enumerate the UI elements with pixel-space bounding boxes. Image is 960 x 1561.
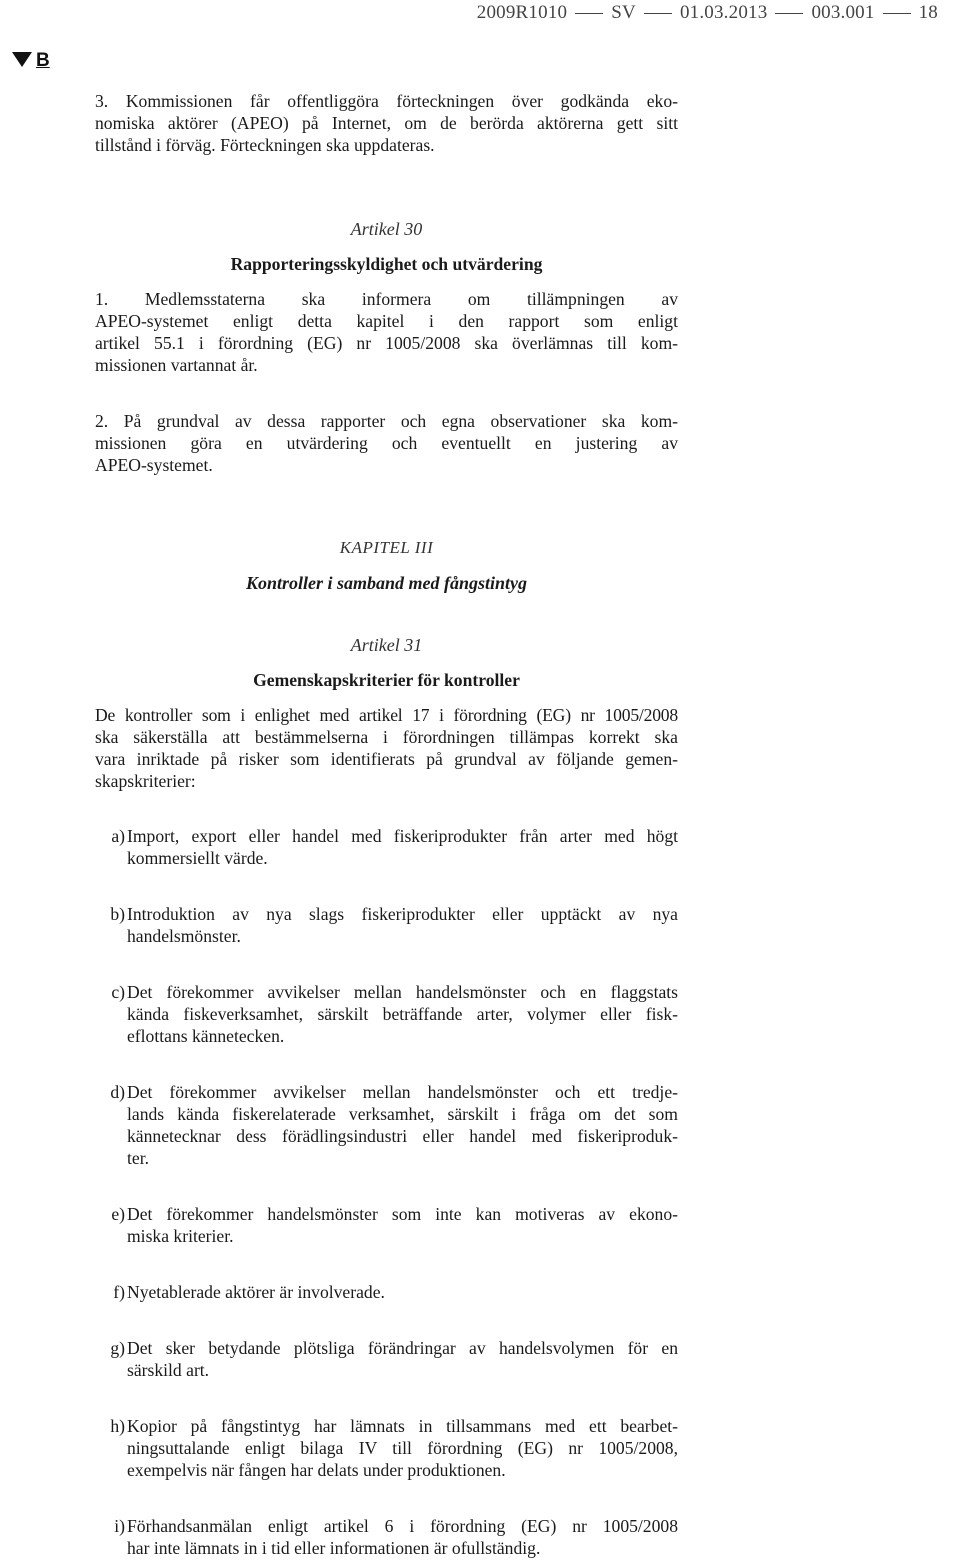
- text-line: missionen vartannat år.: [95, 355, 258, 375]
- text-line: tillstånd i förväg. Förteckningen ska uppdateras.: [95, 135, 435, 155]
- criteria-item-d: [95, 1081, 678, 1169]
- text-line: vara inriktade på risker som identifierats på grundval av följande gemen-: [95, 749, 678, 769]
- list-item-label: g): [110, 1338, 125, 1358]
- text-line: ter.: [127, 1148, 149, 1168]
- criteria-item-a: [95, 825, 678, 869]
- chapter-3-heading: Kontroller i samband med fångstintyg: [245, 573, 528, 593]
- criteria-item-f: [95, 1281, 678, 1303]
- page-number: 18: [918, 2, 938, 23]
- amendment-marker-label: B: [36, 50, 50, 71]
- text-line: Förhandsanmälan enligt artikel 6 i förordning (EG) nr 1005/2008: [127, 1516, 678, 1536]
- text-line: Kopior på fångstintyg har lämnats in tillsammans med ett bearbet-: [127, 1416, 678, 1436]
- list-item-text: [127, 981, 678, 1047]
- list-item-label: h): [110, 1416, 125, 1436]
- header-separator: [644, 13, 672, 14]
- text-line: skapskriterier:: [95, 771, 196, 791]
- text-line: miska kriterier.: [127, 1226, 234, 1246]
- list-item-text: [127, 825, 678, 869]
- article-30-paragraph-2: [95, 410, 678, 476]
- criteria-item-g: [95, 1337, 678, 1381]
- article-31-title: Artikel 31: [350, 635, 423, 655]
- list-item-label: d): [110, 1082, 125, 1102]
- criteria-item-i: [95, 1515, 678, 1559]
- text-line: ska säkerställa att bestämmelserna i förordningen tillämpas korrekt ska: [95, 727, 678, 747]
- list-item-text: [127, 1081, 678, 1169]
- list-item-label: f): [113, 1282, 125, 1302]
- doc-date: 01.03.2013: [679, 2, 768, 23]
- text-line: kännetecknar dess förädlingsindustri eller handel med fiskeriproduk-: [127, 1126, 678, 1146]
- triangle-down-icon: [12, 52, 32, 67]
- page-header: [477, 2, 938, 24]
- text-line: Nyetablerade aktörer är involverade.: [127, 1282, 385, 1302]
- text-line: kommersiellt värde.: [127, 848, 268, 868]
- criteria-item-h: [95, 1415, 678, 1481]
- list-item-label: b): [110, 904, 125, 924]
- list-item-text: [127, 1515, 678, 1559]
- list-item-label: a): [111, 826, 125, 846]
- header-separator: [575, 13, 603, 14]
- text-line: artikel 55.1 i förordning (EG) nr 1005/2008 ska överlämnas till kom-: [95, 333, 678, 353]
- list-item-label: i): [114, 1516, 125, 1536]
- text-line: missionen göra en utvärdering och eventuellt en justering av: [95, 433, 678, 453]
- text-line: kända fiskeverksamhet, särskilt beträffande arter, volymer eller fisk-: [127, 1004, 678, 1024]
- header-separator: [775, 13, 803, 14]
- article-31-intro: [95, 704, 678, 792]
- text-line: eflottans kännetecken.: [127, 1026, 285, 1046]
- text-line: 2. På grundval av dessa rapporter och egna observationer ska kom-: [95, 411, 678, 431]
- text-line: Import, export eller handel med fiskeriprodukter från arter med högt: [127, 826, 678, 846]
- list-item-text: [127, 1281, 678, 1303]
- text-line: handelsmönster.: [127, 926, 241, 946]
- text-line: särskild art.: [127, 1360, 210, 1380]
- article-30-title: Artikel 30: [350, 219, 423, 239]
- text-line: Introduktion av nya slags fiskeriprodukter eller upptäckt av nya: [127, 904, 678, 924]
- article-30-heading: Rapporteringsskyldighet och utvärdering: [230, 254, 543, 274]
- list-item-text: [127, 1203, 678, 1247]
- text-line: nomiska aktörer (APEO) på Internet, om de berörda aktörerna gett sitt: [95, 113, 678, 133]
- text-line: exempelvis när fången har delats under produktionen.: [127, 1460, 506, 1480]
- criteria-item-e: [95, 1203, 678, 1247]
- amendment-marker: [12, 50, 50, 72]
- chapter-3-title: KAPITEL III: [339, 538, 434, 557]
- text-line: Det förekommer avvikelser mellan handelsmönster och en flaggstats: [127, 982, 678, 1002]
- criteria-item-c: [95, 981, 678, 1047]
- text-line: De kontroller som i enlighet med artikel 17 i förordning (EG) nr 1005/2008: [95, 705, 678, 725]
- article-30-paragraph-1: [95, 288, 678, 376]
- article-31-heading: Gemenskapskriterier för kontroller: [253, 670, 520, 690]
- doc-id: 2009R1010: [476, 2, 568, 23]
- list-item-label: c): [111, 982, 125, 1002]
- doc-version: 003.001: [811, 2, 875, 23]
- list-item-text: [127, 1337, 678, 1381]
- text-line: Det förekommer handelsmönster som inte kan motiveras av ekono-: [127, 1204, 678, 1224]
- doc-language: SV: [611, 2, 636, 23]
- header-separator: [883, 13, 911, 14]
- text-line: APEO-systemet enligt detta kapitel i den rapport som enligt: [95, 311, 678, 331]
- text-line: Det sker betydande plötsliga förändringar av handelsvolymen för en: [127, 1338, 678, 1358]
- list-item-text: [127, 1415, 678, 1481]
- text-line: 3. Kommissionen får offentliggöra förteckningen över godkända eko-: [95, 91, 678, 111]
- text-line: Det förekommer avvikelser mellan handelsmönster och ett tredje-: [127, 1082, 678, 1102]
- list-item-text: [127, 903, 678, 947]
- paragraph-3: [95, 90, 678, 156]
- list-item-label: e): [111, 1204, 125, 1224]
- text-line: 1. Medlemsstaterna ska informera om tillämpningen av: [95, 289, 678, 309]
- text-line: ningsuttalande enligt bilaga IV till förordning (EG) nr 1005/2008,: [127, 1438, 678, 1458]
- text-line: lands kända fiskerelaterade verksamhet, särskilt i fråga om det som: [127, 1104, 678, 1124]
- criteria-item-b: [95, 903, 678, 947]
- text-line: APEO-systemet.: [95, 455, 213, 475]
- text-line: har inte lämnats in i tid eller informationen är ofullständig.: [127, 1538, 541, 1558]
